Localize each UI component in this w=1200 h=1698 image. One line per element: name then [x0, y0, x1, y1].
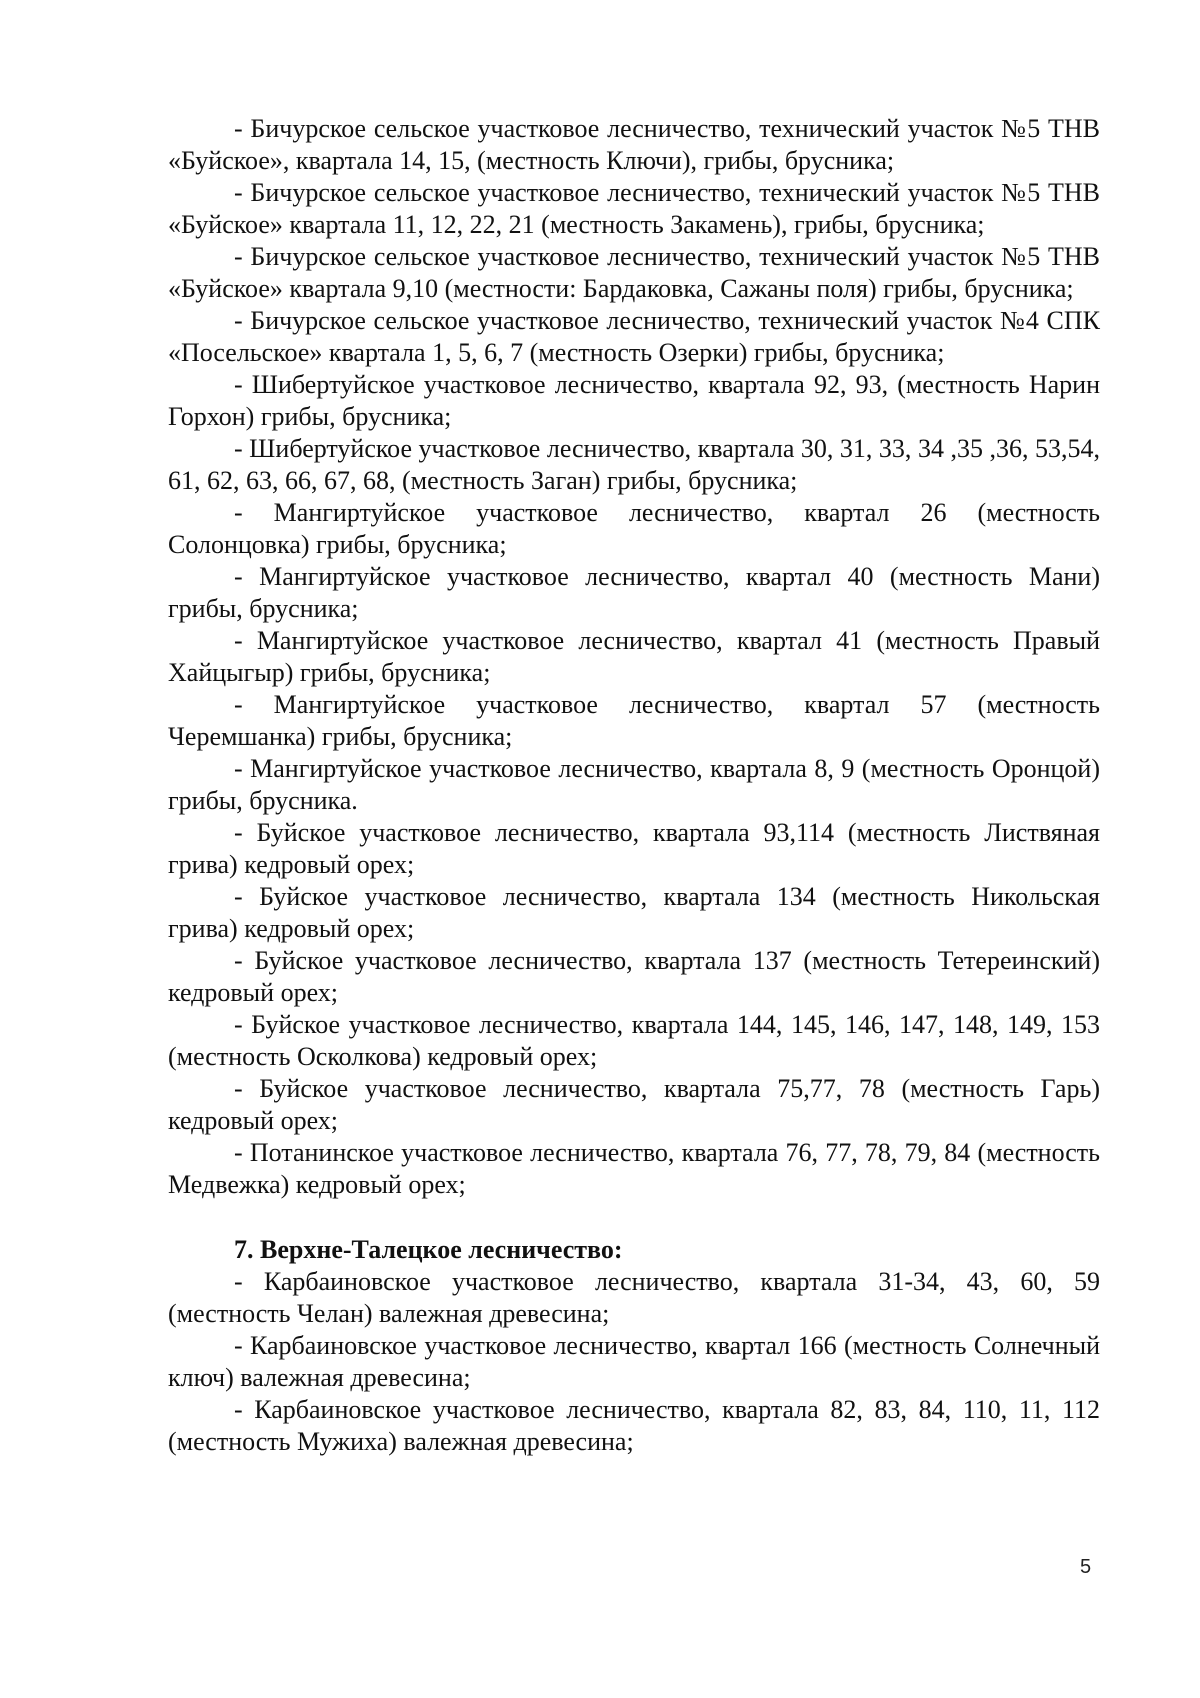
- list-item: - Буйское участковое лесничество, квартала 93,114 (местность Листвяная грива) кедровый орех;: [168, 818, 1100, 879]
- list-item: - Мангиртуйское участковое лесничество, квартал 26 (местность Солонцовка) грибы, брусника;: [168, 498, 1100, 559]
- list-item: - Мангиртуйское участковое лесничество, квартала 8, 9 (местность Оронцой) грибы, брусника.: [168, 754, 1100, 815]
- page-number: 5: [1080, 1556, 1092, 1578]
- list-item: - Мангиртуйское участковое лесничество, квартал 41 (местность Правый Хайцыгыр) грибы, брусника;: [168, 626, 1100, 687]
- list-item: - Буйское участковое лесничество, квартала 75,77, 78 (местность Гарь) кедровый орех;: [168, 1074, 1100, 1135]
- list-item: - Потанинское участковое лесничество, квартала 76, 77, 78, 79, 84 (местность Медвежка) кедровый орех;: [168, 1138, 1100, 1199]
- list-item: - Мангиртуйское участковое лесничество, квартал 57 (местность Черемшанка) грибы, брусника;: [168, 690, 1100, 751]
- list-item: - Буйское участковое лесничество, квартала 144, 145, 146, 147, 148, 149, 153 (местность Осколкова) кедровый орех;: [168, 1010, 1100, 1071]
- list-item: - Бичурское сельское участковое лесничество, технический участок №4 СПК «Посельское» квартала 1, 5, 6, 7 (местность Озерки) грибы, брусника;: [168, 306, 1100, 367]
- list-item: - Шибертуйское участковое лесничество, квартала 92, 93, (местность Нарин Горхон) грибы, брусника;: [168, 370, 1100, 431]
- list-item: - Карбаиновское участковое лесничество, квартала 82, 83, 84, 110, 11, 112 (местность Мужиха) валежная древесина;: [168, 1395, 1100, 1456]
- list-item: - Шибертуйское участковое лесничество, квартала 30, 31, 33, 34 ,35 ,36, 53,54, 61, 62, 63, 66, 67, 68, (местность Заган) грибы, брусника;: [168, 434, 1100, 495]
- document-body: [168, 113, 1100, 1458]
- section-heading: 7. Верхне-Талецкое лесничество:: [234, 1235, 623, 1264]
- list-item: - Бичурское сельское участковое лесничество, технический участок №5 ТНВ «Буйское», квартала 14, 15, (местность Ключи), грибы, брусника;: [168, 114, 1100, 175]
- list-item: - Карбаиновское участковое лесничество, квартала 31-34, 43, 60, 59 (местность Челан) валежная древесина;: [168, 1267, 1100, 1328]
- list-item: - Бичурское сельское участковое лесничество, технический участок №5 ТНВ «Буйское» квартала 9,10 (местности: Бардаковка, Сажаны поля) грибы, брусника;: [168, 242, 1100, 303]
- list-item: - Буйское участковое лесничество, квартала 137 (местность Тетереинский) кедровый орех;: [168, 946, 1100, 1007]
- list-item: - Мангиртуйское участковое лесничество, квартал 40 (местность Мани) грибы, брусника;: [168, 562, 1100, 623]
- list-item: - Карбаиновское участковое лесничество, квартал 166 (местность Солнечный ключ) валежная древесина;: [168, 1331, 1100, 1392]
- list-item: - Буйское участковое лесничество, квартала 134 (местность Никольская грива) кедровый орех;: [168, 882, 1100, 943]
- list-item: - Бичурское сельское участковое лесничество, технический участок №5 ТНВ «Буйское» квартала 11, 12, 22, 21 (местность Закамень), грибы, брусника;: [168, 178, 1100, 239]
